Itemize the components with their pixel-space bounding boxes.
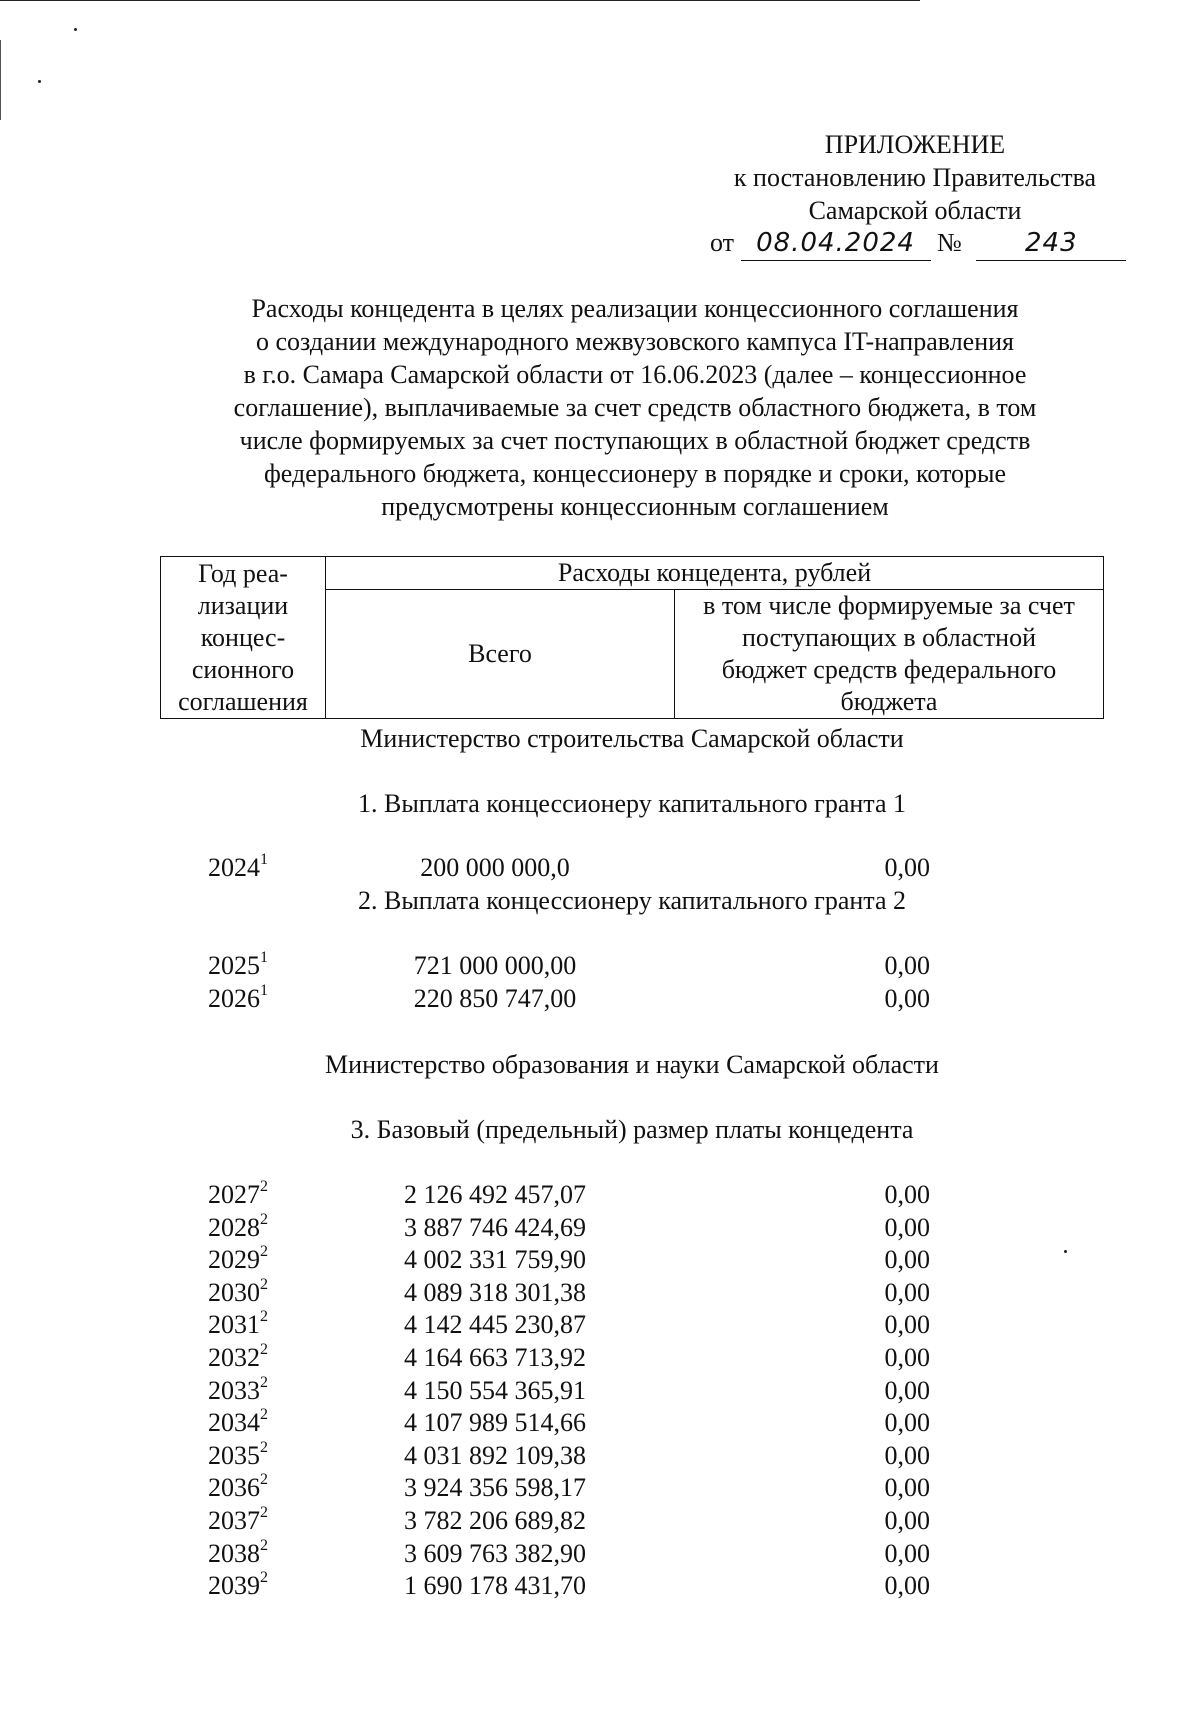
expenses-table-header [160,556,1104,719]
row-total: 4 002 331 759,90 [404,1245,586,1275]
footnote-mark: 2 [260,1373,268,1391]
row-total: 2 126 492 457,07 [404,1180,586,1209]
federal-col-line: бюджета [840,687,938,716]
row-total: 4 142 445 230,87 [404,1310,586,1340]
heading-line: федерального бюджета, концессионеру в порядке и сроки, которые [263,459,1007,488]
ministry-education: Министерство образования и науки Самарской области [325,1050,939,1079]
total-column-header: Всего [326,590,675,719]
row-total: 220 850 747,00 [413,984,577,1013]
row-federal: 0,00 [884,1473,930,1503]
table-row [0,1211,1200,1244]
row-year: 2039$^2$ [208,1569,268,1601]
row-total: 4 150 554 365,91 [404,1375,586,1405]
row-total: 3 782 206 689,82 [404,1506,586,1535]
row-year: 2028$^2$ [208,1210,268,1242]
row-year: 2036$^2$ [208,1471,268,1503]
row-federal: 0,00 [884,1277,930,1307]
row-federal: 0,00 [884,951,930,980]
year-col-line: сионного [191,654,295,684]
table-row [0,1504,1200,1537]
row-federal: 0,00 [884,1375,930,1405]
footnote-mark: 2 [260,1406,268,1424]
row-total: 3 924 356 598,17 [404,1473,586,1503]
row-total: 4 031 892 109,38 [404,1440,586,1470]
row-year: 2029$^2$ [208,1243,268,1275]
year-column-header [161,557,326,719]
footnote-mark: 2 [260,1438,268,1456]
row-federal: 0,00 [884,1212,930,1242]
footnote-mark: 2 [260,1471,268,1489]
footnote-mark: 2 [260,1569,268,1587]
federal-col-line: бюджет средств федерального [721,655,1057,684]
expenses-group-header: Расходы концедента, рублей [326,557,1104,590]
table-row [0,1276,1200,1309]
row-total: 4 107 989 514,66 [404,1408,586,1438]
table-row [0,1569,1200,1602]
row-year: 2024$^1$ [208,851,268,882]
approval-number: 243 [976,227,1126,261]
table-row [0,1374,1200,1407]
row-year: 2038$^2$ [208,1536,268,1568]
table-row [0,1471,1200,1504]
scan-top-edge-line [0,0,920,1]
approval-line-2: Самарской области [808,196,1022,225]
document-heading [170,292,1100,523]
section-title-3: 3. Базовый (предельный) размер платы концедента [350,1115,914,1144]
footnote-mark: 2 [260,1243,268,1261]
heading-line: соглашение), выплачиваемые за счет средств областного бюджета, в том [233,393,1037,422]
number-prefix: № [937,228,962,257]
section-title-2: 2. Выплата концессионеру капитального гранта 2 [357,886,907,915]
table-row [0,1243,1200,1276]
scan-left-edge-mark [0,40,1,120]
heading-line: Расходы концедента в целях реализации концессионного соглашения [251,294,1019,323]
table-row [0,1537,1200,1570]
table-row [0,1308,1200,1341]
footnote-mark: 2 [260,1275,268,1293]
heading-line: предусмотрены концессионным соглашением [381,492,889,521]
heading-line: в г.о. Самара Самарской области от 16.06.2023 (далее – концессионное [243,360,1027,389]
row-federal: 0,00 [884,1180,930,1209]
table-row [0,1439,1200,1472]
footnote-mark: 2 [260,1536,268,1554]
row-year: 2026$^1$ [208,982,268,1013]
footnote-mark: 1 [260,949,268,966]
approval-title: ПРИЛОЖЕНИЕ [824,130,1006,159]
row-federal: 0,00 [884,984,930,1013]
table-row [0,982,1200,1015]
year-col-line: Год реа- [198,558,288,588]
footnote-mark: 2 [260,1341,268,1358]
table-row [0,1406,1200,1439]
approval-date: 08.04.2024 [741,227,931,261]
approval-block [700,128,1130,227]
heading-line: о создании международного межвузовского кампуса IT-направления [255,327,1014,356]
footnote-mark: 2 [260,1504,268,1521]
footnote-mark: 2 [260,1210,268,1228]
row-total: 4 089 318 301,38 [404,1277,586,1307]
approval-line-1: к постановлению Правительства [733,163,1097,192]
heading-line: числе формируемых за счет поступающих в областной бюджет средств [239,426,1031,455]
row-federal: 0,00 [884,1245,930,1275]
ministry-construction: Министерство строительства Самарской области [360,724,904,753]
section-title-1: 1. Выплата концессионеру капитального гранта 1 [357,789,907,818]
federal-column-header [675,590,1104,719]
row-total: 200 000 000,0 [420,853,570,882]
row-total: 3 887 746 424,69 [404,1212,586,1242]
table-row [0,1178,1200,1211]
row-year: 2031$^2$ [208,1308,268,1340]
footnote-mark: 1 [260,982,268,999]
row-federal: 0,00 [884,1440,930,1470]
row-federal: 0,00 [884,1538,930,1568]
row-year: 2025$^1$ [208,949,268,980]
row-federal: 0,00 [884,1408,930,1438]
table-row [0,1341,1200,1374]
row-federal: 0,00 [884,1571,930,1601]
year-col-line: соглашения [178,686,308,716]
row-year: 2035$^2$ [208,1438,268,1470]
year-col-line: концес- [200,622,286,652]
row-year: 2033$^2$ [208,1373,268,1405]
row-year: 2027$^2$ [208,1178,268,1209]
date-prefix: от [710,228,735,257]
table-row [0,851,1200,884]
row-federal: 0,00 [884,1506,930,1535]
scan-speck [74,28,77,31]
footnote-mark: 2 [260,1308,268,1326]
federal-col-line: в том числе формируемые за счет [703,591,1075,620]
row-federal: 0,00 [884,1310,930,1340]
row-year: 2034$^2$ [208,1406,268,1438]
row-total: 4 164 663 713,92 [404,1343,586,1372]
row-year: 2030$^2$ [208,1275,268,1307]
row-total: 3 609 763 382,90 [404,1538,586,1568]
scan-speck [38,80,41,83]
table-row [0,949,1200,982]
row-year: 2032$^2$ [208,1341,268,1372]
row-federal: 0,00 [884,1343,930,1372]
footnote-mark: 1 [260,851,268,868]
footnote-mark: 2 [260,1178,268,1195]
row-federal: 0,00 [884,853,930,882]
row-year: 2037$^2$ [208,1504,268,1535]
row-total: 721 000 000,00 [413,951,577,980]
year-col-line: лизации [197,590,289,620]
row-total: 1 690 178 431,70 [404,1571,586,1601]
federal-col-line: поступающих в областной [741,623,1037,652]
approval-date-number [710,226,1126,261]
